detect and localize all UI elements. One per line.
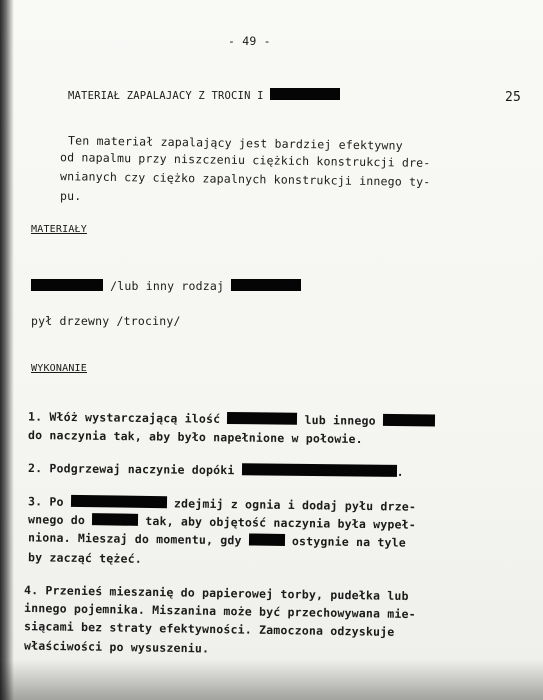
step-1-line-1 [28, 410, 435, 429]
redaction-block [383, 414, 435, 427]
step-4-line-3: siącami bez straty efektywności. Zamoczona odzyskuje [23, 619, 395, 639]
scan-shadow-bottom [0, 660, 543, 700]
material-item-1 [31, 279, 301, 293]
intro-line-2: od napalmu przy niszczeniu ciężkich konstrukcji dre- [59, 150, 431, 170]
scan-shadow-left [0, 0, 14, 700]
step-4-line-1: 4. Przenieś mieszanię do papierowej torby, pudełka lub [23, 582, 409, 604]
step-3-text-f: ostygnie na tyle [291, 534, 407, 550]
step-3-line-1 [28, 494, 416, 513]
step-3-text-b: zdejmij z ognia i dodaj pyłu drze- [173, 496, 417, 514]
intro-line-3: wnianych czy ciężko zapalnych konstrukcji innego ty- [59, 169, 431, 189]
material-item-1-text: /lub inny rodzaj [110, 279, 225, 293]
redaction-block [242, 463, 397, 477]
redaction-block [231, 279, 301, 291]
step-3-text-c: wnego do [27, 512, 86, 528]
redaction-block [71, 495, 167, 508]
material-item-2: pył drzewny /trociny/ [31, 314, 181, 328]
step-1-text-a: 1. Włóż wystarczającą ilość [27, 409, 221, 426]
step-3-line-4: by zacząć tężeć. [27, 550, 143, 566]
redaction-block [270, 88, 340, 100]
step-3-line-2 [28, 512, 416, 531]
redaction-block [227, 412, 297, 425]
step-3-text-a: 3. Po [27, 494, 64, 509]
step-2-text-a: 2. Podgrzewaj naczynie dopóki [27, 461, 235, 478]
step-4-line-2: innego pojemnika. Miszanina może być przechowywana mie- [23, 600, 416, 622]
redaction-block [92, 513, 138, 526]
step-1-line-2: do naczynia tak, aby było napełnione w połowie. [27, 427, 363, 447]
step-2-text-b: . [396, 464, 404, 479]
materials-heading: MATERIAŁY [31, 224, 87, 235]
step-3-line-3 [28, 530, 406, 549]
step-2-line-1 [28, 461, 404, 479]
document-title [68, 88, 340, 103]
step-3-text-d: tak, aby objętość naczynia była wypeł- [145, 513, 417, 532]
redaction-block [249, 533, 285, 546]
procedure-heading: WYKONANIE [31, 363, 87, 374]
margin-number: 25 [505, 90, 522, 105]
step-3-text-e: niona. Mieszaj do momentu, gdy [27, 530, 242, 548]
intro-line-1: Ten materiał zapalający jest bardziej efektywny [67, 133, 403, 153]
step-1-text-b: lub innego [304, 412, 376, 428]
step-4-line-4: właściwości po wysuszeniu. [23, 638, 210, 656]
page-number: - 49 - [228, 34, 271, 48]
redaction-block [31, 279, 103, 291]
document-title-text: MATERIAŁ ZAPALAJACY Z TROCIN I [68, 90, 264, 102]
intro-line-4: pu. [60, 189, 82, 203]
